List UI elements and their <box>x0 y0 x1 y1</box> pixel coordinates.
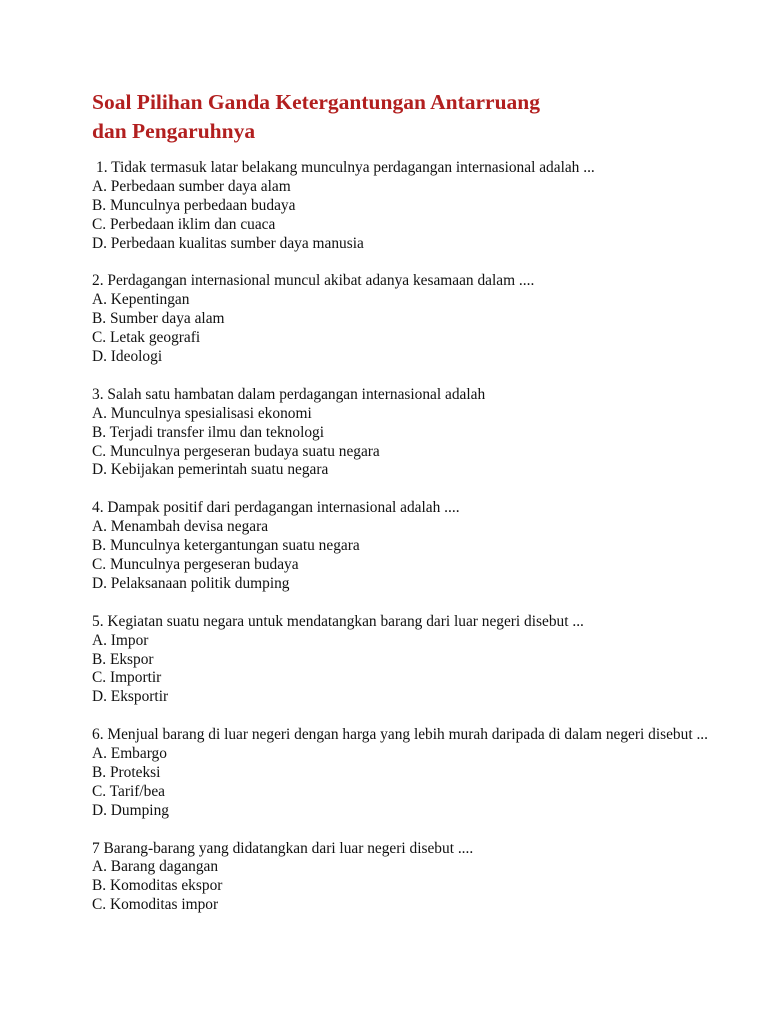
option-a: A. Menambah devisa negara <box>92 518 269 536</box>
option-c: C. Letak geografi <box>92 329 201 347</box>
title-line-1: Soal Pilihan Ganda Ketergantungan Antarruang <box>92 90 540 114</box>
question-list <box>92 159 712 934</box>
question-3 <box>92 386 712 481</box>
question-7 <box>92 840 712 916</box>
question-text: 2. Perdagangan internasional muncul akibat adanya kesamaan dalam .... <box>92 272 535 290</box>
option-d: D. Ideologi <box>92 348 163 366</box>
option-a: A. Impor <box>92 631 149 649</box>
document-title <box>92 88 712 146</box>
option-d: D. Perbedaan kualitas sumber daya manusia <box>92 234 364 252</box>
option-b: B. Munculnya ketergantungan suatu negara <box>92 537 360 555</box>
option-c: C. Tarif/bea <box>92 782 165 800</box>
question-text: 4. Dampak positif dari perdagangan internasional adalah .... <box>92 499 460 517</box>
option-b: B. Munculnya perbedaan budaya <box>92 196 296 214</box>
option-a: A. Perbedaan sumber daya alam <box>92 177 291 195</box>
question-6 <box>92 726 712 821</box>
option-d: D. Kebijakan pemerintah suatu negara <box>92 461 329 479</box>
question-text: 5. Kegiatan suatu negara untuk mendatangkan barang dari luar negeri disebut ... <box>92 612 584 630</box>
option-b: B. Terjadi transfer ilmu dan teknologi <box>92 423 325 441</box>
question-2 <box>92 272 712 367</box>
option-d: D. Pelaksanaan politik dumping <box>92 574 290 592</box>
title-line-2: dan Pengaruhnya <box>92 119 256 143</box>
question-4 <box>92 499 712 594</box>
question-text: 1. Tidak termasuk latar belakang munculnya perdagangan internasional adalah ... <box>96 159 595 176</box>
option-a: A. Barang dagangan <box>92 858 219 876</box>
option-d: D. Eksportir <box>92 688 169 706</box>
option-c: C. Munculnya pergeseran budaya <box>92 555 299 573</box>
option-b: B. Ekspor <box>92 650 154 668</box>
question-text: 7 Barang-barang yang didatangkan dari luar negeri disebut .... <box>92 839 474 857</box>
option-b: B. Komoditas ekspor <box>92 877 223 895</box>
question-text: 6. Menjual barang di luar negeri dengan harga yang lebih murah daripada di dalam negeri disebut ... <box>92 726 708 744</box>
question-1 <box>92 159 712 254</box>
option-c: C. Munculnya pergeseran budaya suatu negara <box>92 442 380 460</box>
option-a: A. Munculnya spesialisasi ekonomi <box>92 404 312 422</box>
option-d: D. Dumping <box>92 801 169 819</box>
option-c: C. Perbedaan iklim dan cuaca <box>92 215 276 233</box>
question-text: 3. Salah satu hambatan dalam perdagangan internasional adalah <box>92 385 486 403</box>
option-c: C. Komoditas impor <box>92 896 219 914</box>
question-5 <box>92 613 712 708</box>
option-a: A. Embargo <box>92 745 167 763</box>
option-a: A. Kepentingan <box>92 291 190 309</box>
option-b: B. Proteksi <box>92 763 161 781</box>
option-b: B. Sumber daya alam <box>92 310 225 328</box>
option-c: C. Importir <box>92 669 162 687</box>
